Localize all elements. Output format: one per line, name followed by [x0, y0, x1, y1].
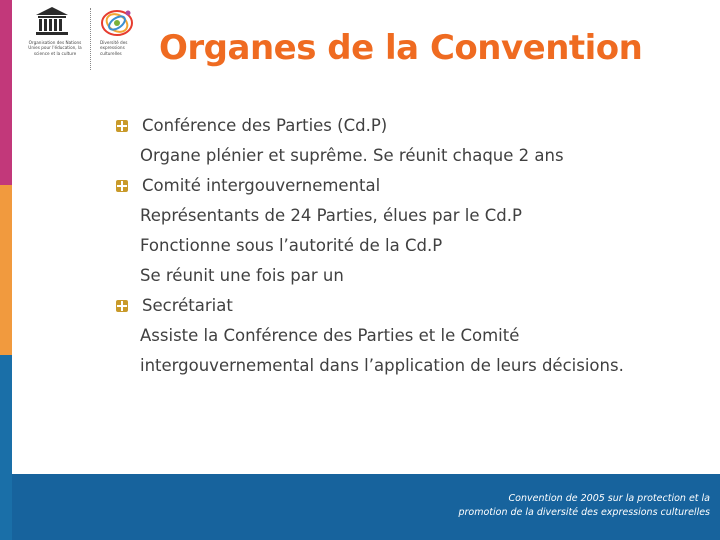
item-line: Organe plénier et suprême. Se réunit chaque 2 ans	[140, 146, 564, 165]
left-band-pink	[0, 0, 12, 185]
footer-line-2: promotion de la diversité des expressions culturelles	[458, 507, 710, 518]
convention-logo	[98, 6, 136, 40]
item-heading: Comité intergouvernemental	[142, 176, 381, 195]
list-item-conference	[116, 111, 706, 171]
list-item-secretariat	[116, 291, 706, 381]
item-heading: Secrétariat	[142, 296, 233, 315]
list-item-comite	[116, 171, 706, 291]
footer-caption	[458, 492, 710, 520]
left-band-blue	[0, 355, 12, 540]
bullet-list	[116, 111, 706, 381]
left-band-orange	[0, 185, 12, 355]
item-line: Se réunit une fois par un	[140, 266, 344, 285]
item-line: Représentants de 24 Parties, élues par le Cd.P	[140, 206, 522, 225]
footer-bar	[12, 474, 720, 540]
footer-line-1: Convention de 2005 sur la protection et la	[508, 493, 710, 504]
item-line: Assiste la Conférence des Parties et le Comité	[140, 326, 520, 345]
item-line: Fonctionne sous l’autorité de la Cd.P	[140, 236, 443, 255]
bullet-icon	[116, 300, 128, 312]
unesco-caption: Organisation des Nations Unies pour l'éducation, la science et la culture	[28, 40, 82, 56]
item-heading: Conférence des Parties (Cd.P)	[142, 116, 388, 135]
page-title: Organes de la Convention	[159, 28, 643, 68]
convention-caption: Diversité des expressions culturelles	[100, 40, 128, 56]
unesco-logo	[34, 6, 70, 36]
bullet-icon	[116, 180, 128, 192]
item-line: intergouvernemental dans l’application de leurs décisions.	[140, 356, 624, 375]
logo-area	[22, 6, 142, 72]
bullet-icon	[116, 120, 128, 132]
logo-divider	[90, 8, 92, 70]
